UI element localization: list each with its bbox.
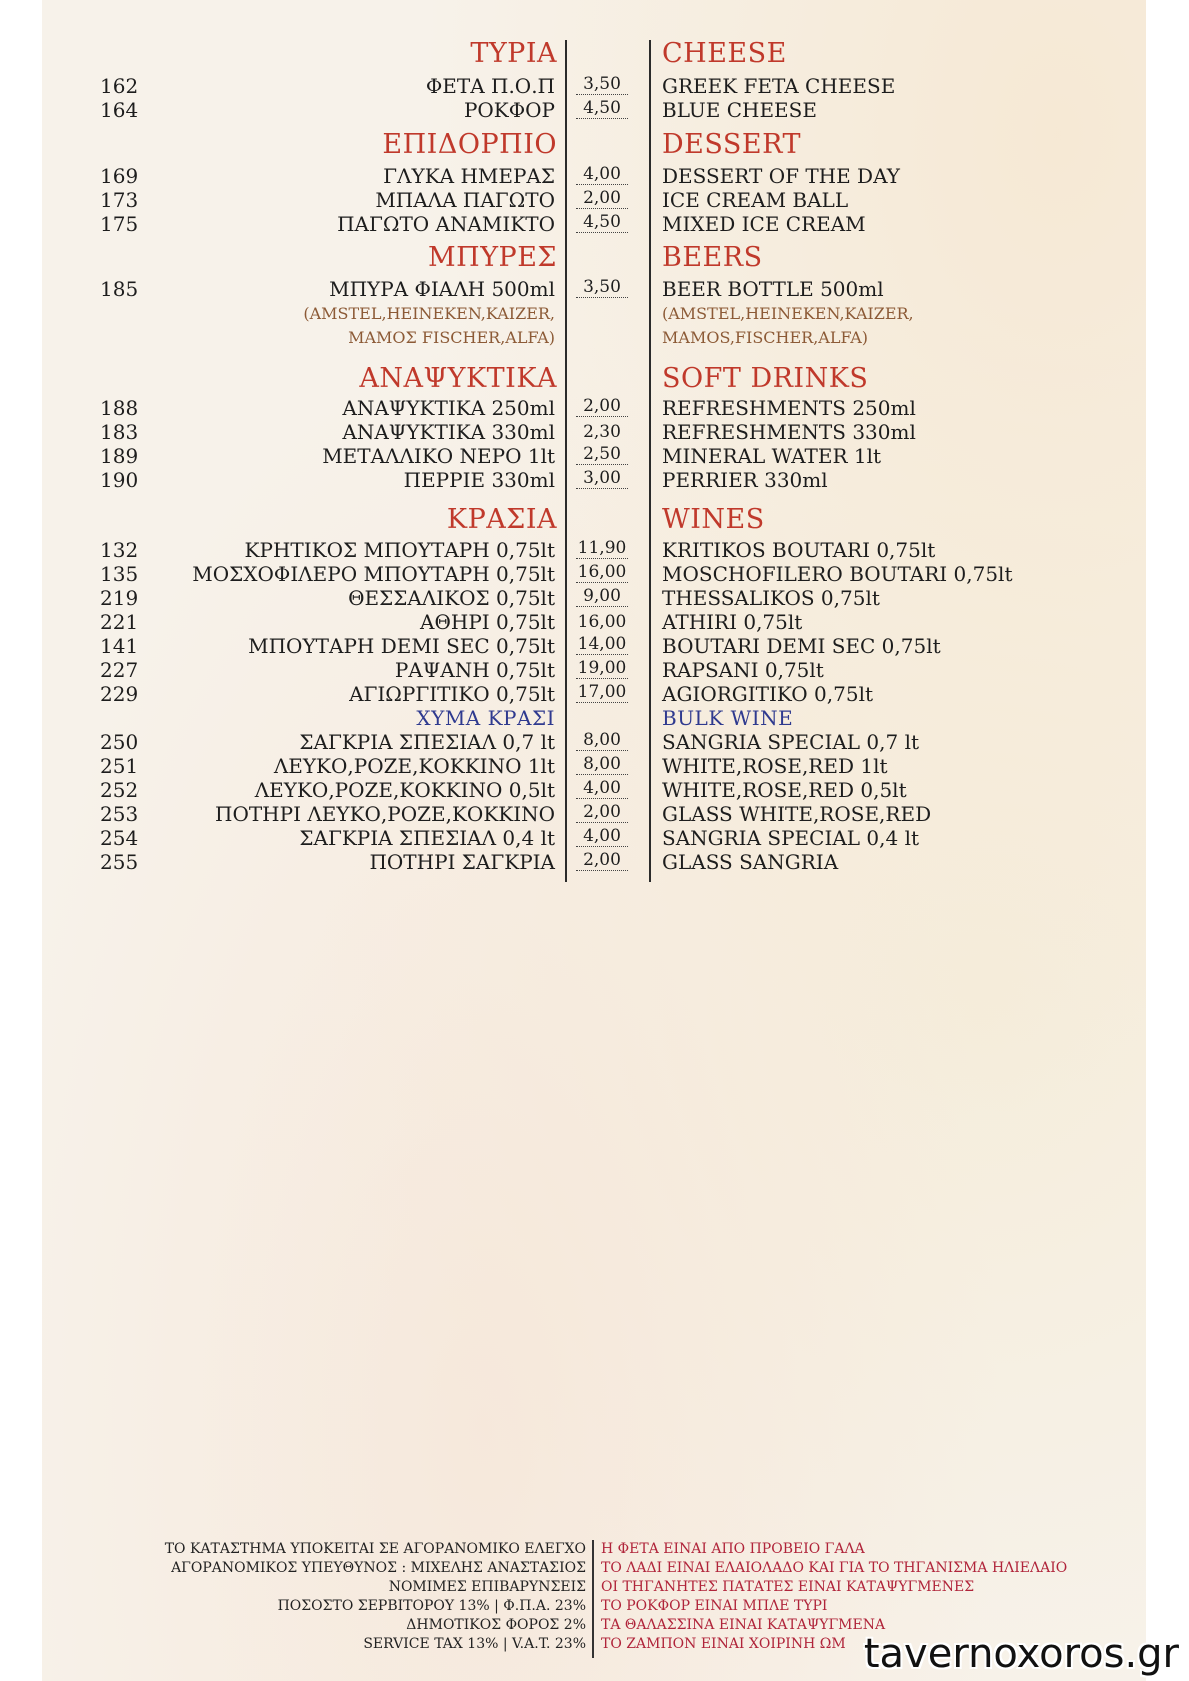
- item-name-gr: ΛΕΥΚΟ,ΡΟΖΕ,ΚΟΚΚΙΝΟ 1lt: [273, 754, 555, 778]
- section-title-gr: ΤΥΡΙΑ: [470, 38, 557, 69]
- item-name-en: MINERAL WATER 1lt: [662, 444, 882, 468]
- item-price: 4,50: [576, 212, 628, 233]
- item-number: 254: [100, 826, 139, 850]
- item-name-gr: ΑΝΑΨΥΚΤΙΚΑ 330ml: [342, 420, 555, 444]
- item-number: 185: [100, 277, 139, 301]
- item-number: 221: [100, 610, 139, 634]
- footer-legal-line: ΝΟΜΙΜΕΣ ΕΠΙΒΑΡΥΝΣΕΙΣ: [388, 1579, 586, 1595]
- menu-item: [0, 730, 1189, 754]
- menu-item: [0, 658, 1189, 682]
- item-price: 3,50: [576, 74, 628, 95]
- item-number: 183: [100, 420, 139, 444]
- item-number: 169: [100, 164, 139, 188]
- item-name-gr: ΑΝΑΨΥΚΤΙΚΑ 250ml: [342, 396, 555, 420]
- item-price: 2,00: [576, 850, 628, 871]
- menu-item: [0, 212, 1189, 236]
- item-number: 229: [100, 682, 139, 706]
- footer-legal-line: ΤΟ ΚΑΤΑΣΤΗΜΑ ΥΠΟΚΕΙΤΑΙ ΣΕ ΑΓΟΡΑΝΟΜΙΚΟ ΕΛΕΓΧΟ: [164, 1541, 586, 1557]
- beer-brands-note-gr: ΜΑΜΟΣ FISCHER,ALFA): [348, 328, 555, 347]
- item-price: 19,00: [577, 658, 627, 678]
- item-number: 189: [100, 444, 139, 468]
- item-name-gr: ΠΑΓΩΤΟ ΑΝΑΜΙΚΤΟ: [337, 212, 555, 236]
- item-price: 8,00: [576, 730, 628, 751]
- section-title-en: SOFT DRINKS: [662, 363, 869, 394]
- item-name-gr: ΜΕΤΑΛΛΙΚΟ ΝΕΡΟ 1lt: [322, 444, 555, 468]
- item-name-en: WHITE,ROSE,RED 1lt: [662, 754, 888, 778]
- footer-info-line: ΤΑ ΘΑΛΑΣΣΙΝΑ ΕΙΝΑΙ ΚΑΤΑΨΥΓΜΕΝΑ: [601, 1617, 886, 1633]
- item-number: 253: [100, 802, 139, 826]
- footer-legal-line: ΔΗΜΟΤΙΚΟΣ ΦΟΡΟΣ 2%: [406, 1617, 586, 1633]
- item-number: 250: [100, 730, 139, 754]
- item-number: 219: [100, 586, 139, 610]
- item-price: 2,00: [576, 802, 628, 823]
- item-number: 141: [100, 634, 139, 658]
- item-price: 9,00: [576, 586, 628, 607]
- section-title-gr: ΑΝΑΨΥΚΤΙΚΑ: [359, 363, 557, 394]
- item-price: 4,00: [576, 164, 628, 185]
- item-name-en: WHITE,ROSE,RED 0,5lt: [662, 778, 907, 802]
- item-name-en: GREEK FETA CHEESE: [662, 74, 896, 98]
- item-number: 188: [100, 396, 139, 420]
- item-name-en: KRITIKOS BOUTARI 0,75lt: [662, 538, 936, 562]
- item-price: 17,00: [577, 682, 627, 702]
- footer-divider: [592, 1540, 594, 1658]
- item-name-en: ICE CREAM BALL: [662, 188, 849, 212]
- item-number: 255: [100, 850, 139, 874]
- item-name-gr: ΣΑΓΚΡΙΑ ΣΠΕΣΙΑΛ 0,4 lt: [299, 826, 555, 850]
- footer-legal-line: SERVICE TAX 13% | V.A.T. 23%: [363, 1636, 586, 1652]
- item-name-en: DESSERT OF THE DAY: [662, 164, 900, 188]
- menu-item: [0, 396, 1189, 420]
- item-name-gr: ΜΠΟΥΤΑΡΗ DEMI SEC 0,75lt: [248, 634, 555, 658]
- item-name-en: THESSALIKOS 0,75lt: [662, 586, 880, 610]
- item-number: 173: [100, 188, 139, 212]
- item-name-en: MIXED ICE CREAM: [662, 212, 866, 236]
- menu-item: [0, 74, 1189, 98]
- item-price: 2,00: [576, 396, 628, 417]
- item-number: 175: [100, 212, 139, 236]
- item-price: 16,00: [577, 562, 627, 582]
- bulk-wine-subtitle-en: BULK WINE: [662, 706, 794, 730]
- item-name-gr: ΠΕΡΡΙΕ 330ml: [403, 468, 555, 492]
- item-name-gr: ΦΕΤΑ Π.Ο.Π: [425, 74, 555, 98]
- menu-item: [0, 826, 1189, 850]
- menu-item: [0, 778, 1189, 802]
- item-price: 8,00: [576, 754, 628, 775]
- item-number: 251: [100, 754, 139, 778]
- item-number: 164: [100, 98, 139, 122]
- item-name-gr: ΓΛΥΚΑ ΗΜΕΡΑΣ: [383, 164, 555, 188]
- item-price: 14,00: [577, 634, 627, 654]
- item-name-en: BOUTARI DEMI SEC 0,75lt: [662, 634, 941, 658]
- item-name-en: GLASS SANGRIA: [662, 850, 839, 874]
- item-name-gr: ΜΟΣΧΟΦΙΛΕΡΟ ΜΠΟΥΤΑΡΗ 0,75lt: [192, 562, 555, 586]
- item-name-gr: ΣΑΓΚΡΙΑ ΣΠΕΣΙΑΛ 0,7 lt: [299, 730, 555, 754]
- item-name-gr: ΜΠΥΡΑ ΦΙΑΛΗ 500ml: [329, 277, 555, 301]
- menu-item: [0, 538, 1189, 562]
- item-name-gr: ΡΑΨΑΝΗ 0,75lt: [394, 658, 555, 682]
- item-number: 162: [100, 74, 139, 98]
- item-name-gr: ΠΟΤΗΡΙ ΛΕΥΚΟ,ΡΟΖΕ,ΚΟΚΚΙΝΟ: [215, 802, 555, 826]
- footer-info-line: ΟΙ ΤΗΓΑΝΗΤΕΣ ΠΑΤΑΤΕΣ ΕΙΝΑΙ ΚΑΤΑΨΥΓΜΕΝΕΣ: [601, 1579, 975, 1595]
- beer-brands-note-gr: (AMSTEL,HEINEKEN,KAIZER,: [303, 304, 555, 323]
- item-name-gr: ΛΕΥΚΟ,ΡΟΖΕ,ΚΟΚΚΙΝΟ 0,5lt: [254, 778, 555, 802]
- footer-info-line: Η ΦΕΤΑ ΕΙΝΑΙ ΑΠΟ ΠΡΟΒΕΙΟ ΓΑΛΑ: [601, 1541, 865, 1557]
- menu-item: [0, 634, 1189, 658]
- item-name-gr: ΘΕΣΣΑΛΙΚΟΣ 0,75lt: [348, 586, 555, 610]
- footer-info-line: ΤΟ ΡΟΚΦΟΡ ΕΙΝΑΙ ΜΠΛΕ ΤΥΡΙ: [601, 1598, 828, 1614]
- item-name-gr: ΠΟΤΗΡΙ ΣΑΓΚΡΙΑ: [369, 850, 555, 874]
- section-title-gr: ΕΠΙΔΟΡΠΙΟ: [382, 129, 557, 160]
- item-price: 2,30: [583, 422, 621, 442]
- item-number: 132: [100, 538, 139, 562]
- section-title-en: WINES: [662, 504, 765, 535]
- item-name-en: REFRESHMENTS 250ml: [662, 396, 916, 420]
- menu-item: [0, 188, 1189, 212]
- item-number: 190: [100, 468, 139, 492]
- menu-item: [0, 850, 1189, 874]
- item-price: 4,00: [576, 826, 628, 847]
- menu-item: [0, 562, 1189, 586]
- item-price: 3,50: [576, 277, 628, 298]
- item-name-gr: ΡΟΚΦΟΡ: [463, 98, 555, 122]
- item-name-gr: ΑΓΙΩΡΓΙΤΙΚΟ 0,75lt: [349, 682, 555, 706]
- beer-brands-note-en: MAMOS,FISCHER,ALFA): [662, 328, 868, 347]
- item-name-en: AGIORGITIKO 0,75lt: [662, 682, 874, 706]
- menu-item: [0, 444, 1189, 468]
- item-name-en: GLASS WHITE,ROSE,RED: [662, 802, 932, 826]
- item-price: 2,50: [576, 444, 628, 465]
- menu-item: [0, 610, 1189, 634]
- menu-item: [0, 98, 1189, 122]
- item-price: 4,50: [576, 98, 628, 119]
- item-price: 2,00: [576, 188, 628, 209]
- menu-item: [0, 277, 1189, 301]
- bulk-wine-subtitle-gr: ΧΥΜΑ ΚΡΑΣΙ: [416, 706, 555, 730]
- footer-legal-line: ΑΓΟΡΑΝΟΜΙΚΟΣ ΥΠΕΥΘΥΝΟΣ : ΜΙΧΕΛΗΣ ΑΝΑΣΤΑΣΙΟΣ: [171, 1560, 586, 1576]
- item-number: 227: [100, 658, 139, 682]
- item-price: 16,00: [577, 612, 627, 632]
- menu-item: [0, 682, 1189, 706]
- item-name-en: BEER BOTTLE 500ml: [662, 277, 884, 301]
- item-number: 252: [100, 778, 139, 802]
- footer-info-line: ΤΟ ΛΑΔΙ ΕΙΝΑΙ ΕΛΑΙΟΛΑΔΟ ΚΑΙ ΓΙΑ ΤΟ ΤΗΓΑΝΙΣΜΑ ΗΛΙΕΛΑΙΟ: [601, 1560, 1068, 1576]
- item-price: 4,00: [576, 778, 628, 799]
- section-title-gr: ΚΡΑΣΙΑ: [446, 504, 557, 535]
- item-name-en: PERRIER 330ml: [662, 468, 828, 492]
- item-price: 3,00: [576, 468, 628, 489]
- item-name-gr: ΚΡΗΤΙΚΟΣ ΜΠΟΥΤΑΡΗ 0,75lt: [244, 538, 555, 562]
- item-name-gr: ΑΘΗΡΙ 0,75lt: [420, 610, 555, 634]
- item-number: 135: [100, 562, 139, 586]
- item-name-en: SANGRIA SPECIAL 0,4 lt: [662, 826, 920, 850]
- footer-legal-line: ΠΟΣΟΣΤΟ ΣΕΡΒΙΤΟΡΟΥ 13% | Φ.Π.Α. 23%: [277, 1598, 586, 1614]
- item-name-en: RAPSANI 0,75lt: [662, 658, 824, 682]
- section-title-en: BEERS: [662, 242, 763, 273]
- menu-item: [0, 802, 1189, 826]
- item-name-en: REFRESHMENTS 330ml: [662, 420, 916, 444]
- menu-item: [0, 420, 1189, 444]
- menu-item: [0, 586, 1189, 610]
- item-name-en: BLUE CHEESE: [662, 98, 817, 122]
- item-name-en: MOSCHOFILERO BOUTARI 0,75lt: [662, 562, 1013, 586]
- footer-info-line: ΤΟ ΖΑΜΠΟΝ ΕΙΝΑΙ ΧΟΙΡΙΝΗ ΩΜ: [601, 1636, 846, 1652]
- site-watermark: tavernoxoros.gr: [863, 1631, 1179, 1677]
- section-title-en: DESSERT: [662, 129, 801, 160]
- menu-item: [0, 754, 1189, 778]
- menu-item: [0, 164, 1189, 188]
- section-title-gr: ΜΠΥΡΕΣ: [428, 242, 557, 273]
- beer-brands-note-en: (AMSTEL,HEINEKEN,KAIZER,: [662, 304, 914, 323]
- item-name-gr: ΜΠΑΛΑ ΠΑΓΩΤΟ: [375, 188, 555, 212]
- item-price: 11,90: [577, 538, 627, 558]
- menu-item: [0, 468, 1189, 492]
- item-name-en: ATHIRI 0,75lt: [662, 610, 803, 634]
- section-title-en: CHEESE: [662, 38, 787, 69]
- item-name-en: SANGRIA SPECIAL 0,7 lt: [662, 730, 920, 754]
